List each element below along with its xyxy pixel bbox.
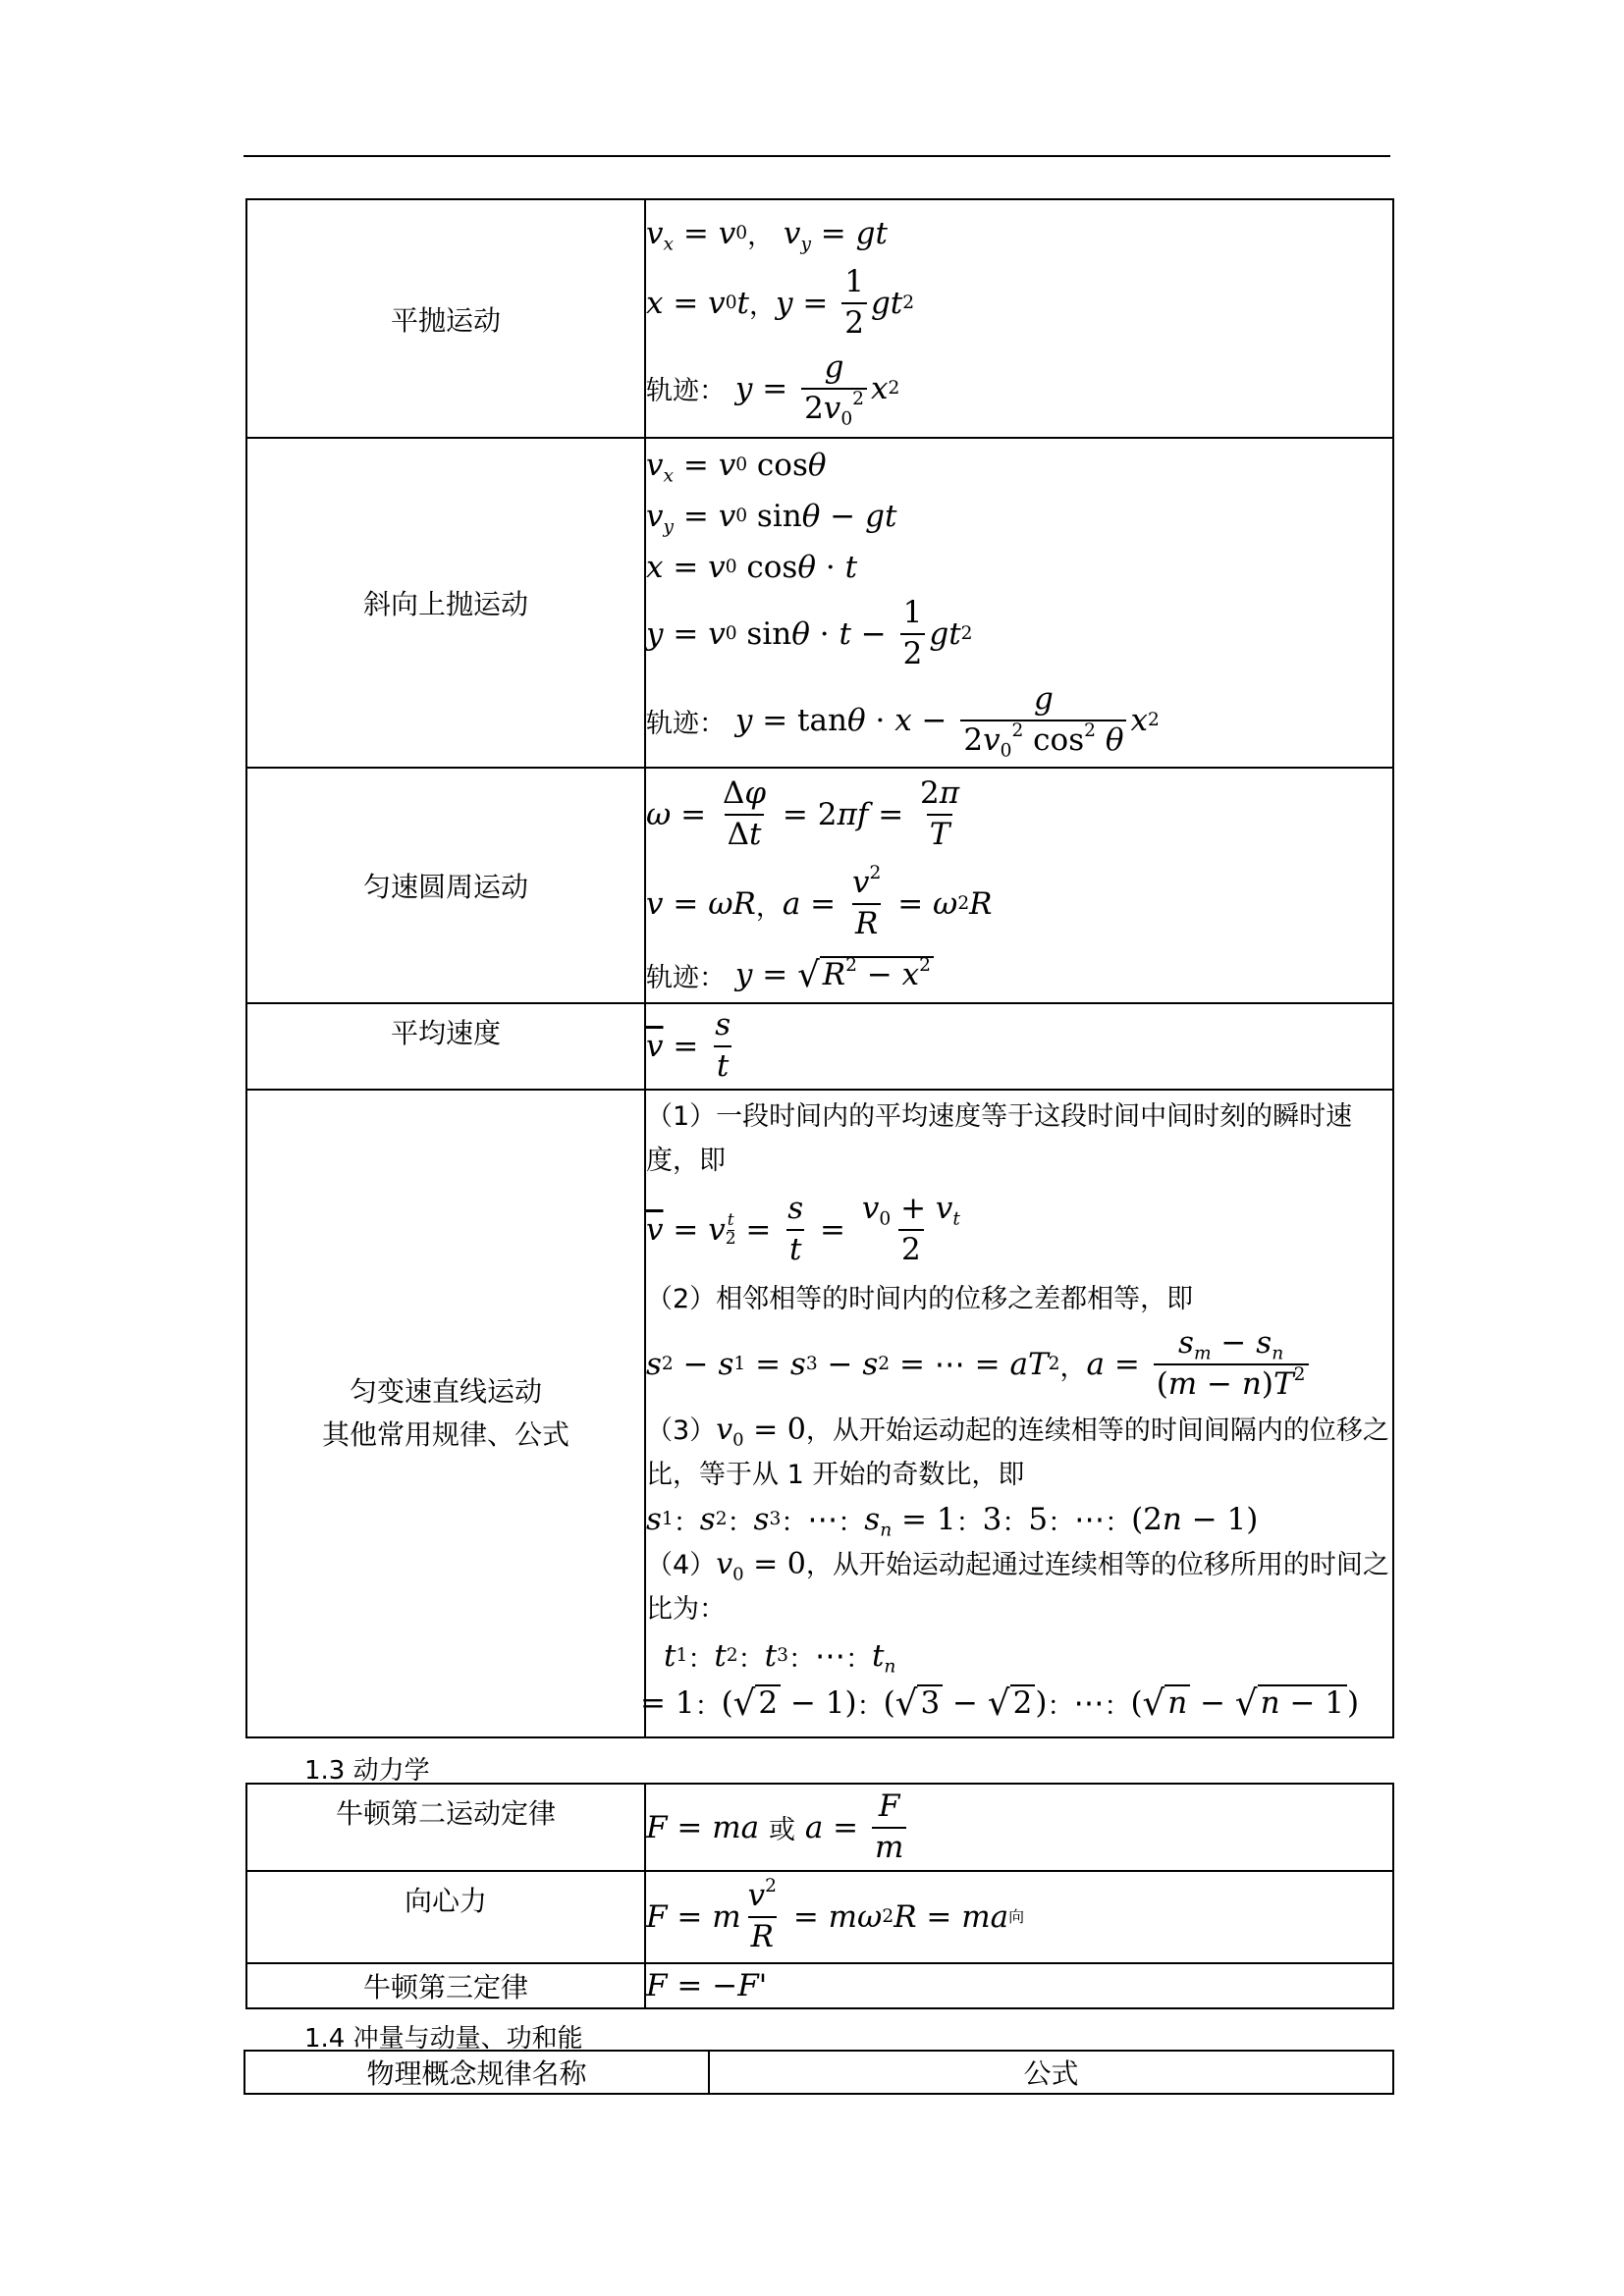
column-header-concept: 物理概念规律名称	[244, 2051, 709, 2094]
formula-line: x = v 0 t ， y = $\frac{1}{2}$ gt 2	[646, 263, 915, 341]
formula-line: s 1 ： s 2 ： s 3 ： ⋯ ： $s_n$ = 1 ： 3 ： 5 ： ⋯ ： (2 n − 1)	[646, 1502, 1259, 1541]
concept-name-line: 其他常用规律、公式	[321, 1418, 569, 1451]
table-row	[246, 1090, 1393, 1737]
formula-line: F = − F '	[646, 1968, 768, 2003]
concept-name: 牛顿第三定律	[246, 1963, 645, 2008]
trajectory-label: 轨迹：	[646, 962, 726, 993]
rule-1-text: （1）一段时间内的平均速度等于这段时间中间时刻的瞬时速度，即	[646, 1101, 1353, 1176]
momentum-energy-table	[244, 2050, 1394, 2095]
formula-line: 轨迹： y = √ $R^2 - x^2$	[646, 948, 1392, 1001]
concept-name-line: 匀变速直线运动	[349, 1375, 542, 1408]
formula-cell	[645, 1871, 1393, 1963]
formula-line: v = ωR ， a = $\frac{v^2}{R}$ = ω 2 R	[646, 863, 993, 941]
formula-line: $v_x$ = v 0 ， $v_y$ = gt	[646, 215, 888, 254]
header-rule	[244, 155, 1390, 157]
formula-line: y = v 0 sin θ · t − $\frac{1}{2}$ gt 2	[646, 595, 973, 671]
table-row	[246, 1784, 1393, 1871]
table-row	[246, 1003, 1393, 1090]
formula-line: = 1 ： ( √ 2 − 1) ： ( √ 3 − √ 2 ) ： ⋯ ： ( √ n − √ n − 1 )	[640, 1683, 1360, 1725]
section-heading-1-3: 1.3 动力学	[304, 1756, 430, 1786]
concept-name: 牛顿第二运动定律	[246, 1784, 645, 1871]
formula-cell	[645, 1963, 1393, 2008]
table-row	[246, 768, 1393, 1003]
formula-cell	[645, 199, 1393, 438]
concept-name	[246, 1090, 645, 1737]
formula-cell	[645, 1784, 1393, 1871]
concept-name: 斜向上抛运动	[246, 438, 645, 768]
formula-cell	[645, 768, 1393, 1003]
formula-line: 轨迹： y = tan θ · x − $\frac{g}{2v_0^2 \cos^2 \theta}$ x 2	[646, 681, 1160, 762]
table-row	[246, 1963, 1393, 2008]
formula-line: $v_x$ = v 0 cos θ	[646, 448, 827, 487]
trajectory-label: 轨迹：	[646, 708, 726, 739]
formula-cell	[640, 1090, 1393, 1737]
column-header-formula: 公式	[709, 2051, 1393, 2094]
concept-name: 向心力	[246, 1871, 645, 1963]
formula-line: F = m $\frac{v^2}{R}$ = mω 2 R = ma 向	[646, 1876, 1025, 1954]
table-row	[246, 438, 1393, 768]
formula-line: t 1 ： t 2 ： t 3 ： ⋯ ： $t_n$	[664, 1638, 896, 1678]
formula-line: F = ma 或 a = $\frac{F}{m}$	[646, 1789, 1392, 1865]
formula-cell	[645, 1003, 1393, 1090]
concept-name: 匀速圆周运动	[246, 768, 645, 1003]
table-row	[246, 1871, 1393, 1963]
formula-line: $\overline{v}$ = v t 2 = $\frac{s}{t}$ = $\frac{v_0 + v_t}{2}$	[646, 1191, 960, 1267]
formula-line: $\overline{v}$ = $\frac{s}{t}$	[646, 1007, 731, 1084]
table-header-row	[244, 2051, 1393, 2094]
formula-line: s 2 − s 1 = s 3 − s 2 = ⋯ = aT 2 ， a = $\frac{s_m - s_n}{(m - n)T^2}$	[646, 1321, 1392, 1408]
rule-2-text: （2）相邻相等的时间内的位移之差都相等，即	[646, 1284, 1194, 1314]
formula-line: ω = $\frac{\Delta\varphi}{\Delta t}$ = 2 πf = $\frac{2\pi}{T}$	[646, 775, 960, 852]
formula-line: $v_y$ = v 0 sin θ − gt	[646, 499, 897, 538]
formula-cell	[645, 438, 1393, 768]
concept-name: 平均速度	[246, 1003, 645, 1090]
trajectory-label: 轨迹：	[646, 376, 726, 406]
formula-line: x = v 0 cos θ · t	[646, 550, 858, 585]
concept-name: 平抛运动	[246, 199, 645, 438]
section-heading-1-4: 1.4 冲量与动量、功和能	[304, 2024, 583, 2054]
dynamics-formula-table	[245, 1783, 1394, 2009]
rule-3-text: $(3)v_0 = 0$，从开始运动起的连续相等的时间间隔内的位移之比，等于从 1 开始的奇数比，即	[646, 1413, 1389, 1490]
kinematics-formula-table	[245, 198, 1394, 1738]
formula-line: 轨迹： y = $\frac{g}{2v_0^2}$ x 2	[646, 348, 900, 429]
table-row	[246, 199, 1393, 438]
rule-4-text: $(4)v_0 = 0$，从开始运动起通过连续相等的位移所用的时间之比为：	[646, 1547, 1389, 1625]
